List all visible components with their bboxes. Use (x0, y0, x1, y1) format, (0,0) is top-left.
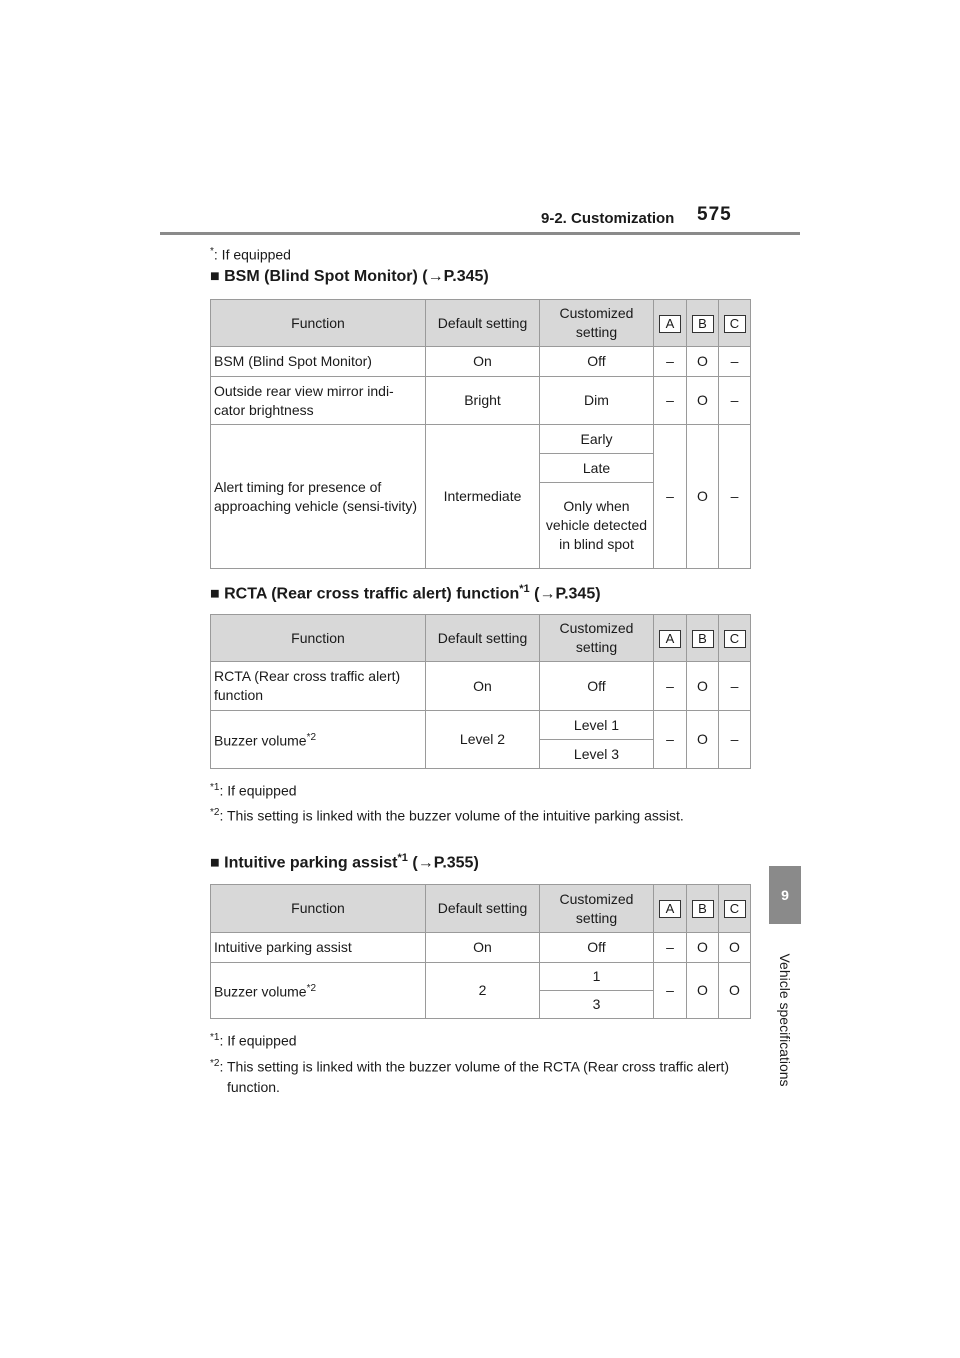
page-number: 575 (697, 204, 732, 225)
row-function: Intuitive parking assist (211, 933, 426, 963)
footnote-mark: *1 (397, 852, 408, 864)
table-header-row (211, 300, 751, 347)
row-function: Alert timing for presence of approaching vehicle (sensi-tivity) (211, 425, 426, 569)
row-a: – (654, 933, 687, 963)
col-c (719, 885, 751, 933)
row-b: O (687, 933, 719, 963)
col-default: Default setting (426, 300, 540, 347)
bsm-heading (210, 268, 489, 286)
c-badge: C (724, 900, 746, 918)
col-default: Default setting (426, 885, 540, 933)
table-row (211, 377, 751, 425)
ipa-footnote-1 (210, 1028, 750, 1051)
row-c: – (719, 425, 751, 569)
rcta-heading-text: RCTA (Rear cross traffic alert) function (224, 585, 520, 603)
rcta-heading (210, 583, 601, 603)
row-function (211, 963, 426, 1019)
row-a: – (654, 377, 687, 425)
arrow-icon: → (539, 585, 556, 603)
row-default: 2 (426, 963, 540, 1019)
table-row (211, 347, 751, 377)
table-header-row (211, 885, 751, 933)
row-c: O (719, 933, 751, 963)
row-default: Bright (426, 377, 540, 425)
footnote-text: : If equipped (213, 246, 291, 263)
row-default: On (426, 933, 540, 963)
ipa-table (210, 884, 751, 1019)
ipa-heading-text: Intuitive parking assist (224, 854, 398, 872)
col-b (687, 885, 719, 933)
row-default: On (426, 662, 540, 711)
col-b (687, 300, 719, 347)
a-badge: A (659, 630, 681, 648)
footnote-mark: * (210, 246, 214, 257)
row-a: – (654, 963, 687, 1019)
option-1: 1 (540, 963, 654, 991)
footnote-mark: *2 (210, 807, 220, 818)
option-early: Early (540, 425, 654, 454)
row-c: – (719, 377, 751, 425)
ipa-heading (210, 852, 479, 872)
table-row (211, 711, 751, 740)
row-b: O (687, 425, 719, 569)
table-header-row (211, 615, 751, 662)
header-divider (160, 232, 800, 235)
row-function: BSM (Blind Spot Monitor) (211, 347, 426, 377)
page-header (160, 200, 800, 236)
row-customized: Off (540, 347, 654, 377)
row-c: – (719, 662, 751, 711)
top-footnote (210, 242, 291, 265)
b-badge: B (692, 900, 714, 918)
table-row (211, 963, 751, 991)
rcta-footnote-1 (210, 778, 750, 801)
footnote-text: : If equipped (219, 782, 297, 799)
col-c (719, 300, 751, 347)
rcta-page-ref[interactable]: P.345) (555, 585, 601, 603)
bsm-page-ref[interactable]: P.345) (443, 268, 489, 285)
table-row (211, 662, 751, 711)
row-function: RCTA (Rear cross traffic alert) function (211, 662, 426, 711)
col-function: Function (211, 300, 426, 347)
footnote-mark: *1 (210, 1032, 220, 1043)
row-customized: Dim (540, 377, 654, 425)
row-function-text: Buzzer volume (214, 732, 307, 749)
col-default: Default setting (426, 615, 540, 662)
col-function: Function (211, 885, 426, 933)
footnote-mark: *2 (306, 732, 317, 744)
table-row (211, 425, 751, 454)
chapter-title: Vehicle specifications (777, 953, 793, 1087)
bullet-icon: ■ (210, 854, 220, 872)
bullet-icon: ■ (210, 585, 220, 603)
row-function: Outside rear view mirror indi-cator brightness (211, 377, 426, 425)
col-customized: Customized setting (540, 615, 654, 662)
col-a (654, 615, 687, 662)
arrow-icon: → (417, 854, 434, 872)
row-a: – (654, 425, 687, 569)
a-badge: A (659, 900, 681, 918)
option-3: 3 (540, 991, 654, 1019)
footnote-mark: *1 (519, 583, 530, 595)
col-c (719, 615, 751, 662)
bsm-table (210, 299, 751, 569)
row-c: – (719, 711, 751, 769)
row-c: O (719, 963, 751, 1019)
col-a (654, 300, 687, 347)
option-level-3: Level 3 (540, 740, 654, 769)
paren: ( (407, 854, 418, 872)
row-customized: Off (540, 662, 654, 711)
row-function-text: Buzzer volume (214, 983, 307, 1000)
arrow-icon: → (427, 268, 444, 285)
row-customized: Off (540, 933, 654, 963)
footnote-text: : If equipped (219, 1032, 297, 1049)
row-b: O (687, 963, 719, 1019)
row-b: O (687, 711, 719, 769)
paren: ( (529, 585, 540, 603)
footnote-text: : This setting is linked with the buzzer volume of the intuitive parking assist. (219, 807, 684, 824)
row-default: On (426, 347, 540, 377)
row-default: Level 2 (426, 711, 540, 769)
row-a: – (654, 711, 687, 769)
option-level-1: Level 1 (540, 711, 654, 740)
footnote-mark: *2 (210, 1058, 220, 1069)
table-row (211, 933, 751, 963)
row-a: – (654, 662, 687, 711)
col-function: Function (211, 615, 426, 662)
c-badge: C (724, 315, 746, 333)
col-customized: Customized setting (540, 300, 654, 347)
col-a (654, 885, 687, 933)
row-b: O (687, 347, 719, 377)
footnote-mark: *1 (210, 782, 220, 793)
a-badge: A (659, 315, 681, 333)
bullet-icon: ■ (210, 268, 220, 285)
footnote-mark: *2 (306, 983, 317, 995)
col-b (687, 615, 719, 662)
row-b: O (687, 377, 719, 425)
row-a: – (654, 347, 687, 377)
ipa-footnote-2 (210, 1054, 750, 1097)
b-badge: B (692, 315, 714, 333)
option-late: Late (540, 454, 654, 483)
col-customized: Customized setting (540, 885, 654, 933)
option-blind-spot: Only when vehicle detected in blind spot (540, 483, 654, 569)
row-function (211, 711, 426, 769)
row-c: – (719, 347, 751, 377)
b-badge: B (692, 630, 714, 648)
chapter-tab: 9 (769, 866, 801, 924)
rcta-footnote-2 (210, 803, 750, 826)
rcta-table (210, 614, 751, 769)
bsm-heading-text: BSM (Blind Spot Monitor) ( (224, 268, 428, 285)
row-default: Intermediate (426, 425, 540, 569)
row-b: O (687, 662, 719, 711)
ipa-page-ref[interactable]: P.355) (433, 854, 479, 872)
footnote-text: : This setting is linked with the buzzer volume of the RCTA (Rear cross traffic alert) function. (219, 1058, 730, 1095)
section-title: 9-2. Customization (541, 210, 675, 227)
c-badge: C (724, 630, 746, 648)
